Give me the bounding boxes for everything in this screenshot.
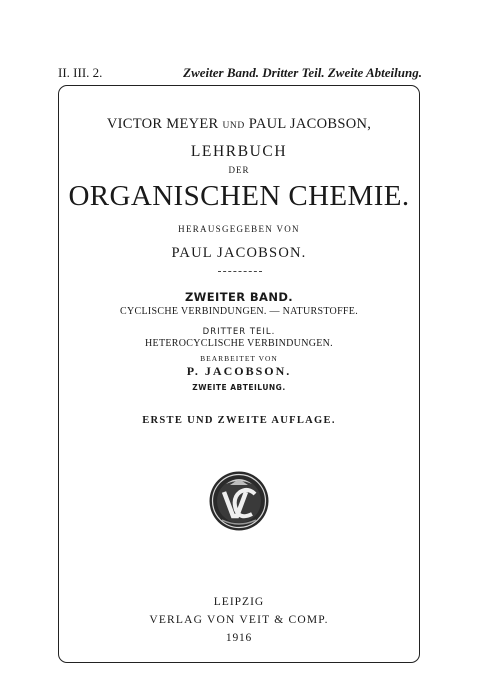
publisher-emblem-icon [208,470,270,532]
running-title: Zweiter Band. Dritter Teil. Zweite Abteilung. [183,65,422,80]
revised-by-label: BEARBEITET VON [200,354,278,363]
authors-conjunction: UND [222,121,245,131]
author-first: VICTOR MEYER [106,116,219,132]
publisher-name: VERLAG VON VEIT & COMP. [149,614,329,626]
volume-subtitle: CYCLISCHE VERBINDUNGEN. — NATURSTOFFE. [120,306,358,317]
book-word: LEHRBUCH [190,143,288,160]
volume-label: ZWEITER BAND. [184,290,294,304]
main-title: ORGANISCHEN CHEMIE. [68,180,410,212]
part-subtitle: HETEROCYCLISCHE VERBINDUNGEN. [145,338,333,349]
edition-label: ERSTE UND ZWEITE AUFLAGE. [142,415,336,426]
page-header [58,64,422,82]
publication-city: LEIPZIG [213,596,265,608]
signature-mark: II. III. 2. [58,65,103,80]
edited-by-label: HERAUSGEGEBEN VON [178,224,300,234]
part-label: DRITTER TEIL. [202,327,276,337]
publication-year: 1916 [225,632,253,644]
authors-line [58,116,420,133]
reviser-name: P. JACOBSON. [186,364,292,378]
ornamental-divider [218,271,262,272]
division-label: ZWEITE ABTEILUNG. [192,383,286,392]
title-article: DER [228,165,250,175]
editor-name: PAUL JACOBSON. [171,245,307,261]
author-second: PAUL JACOBSON, [248,116,372,132]
